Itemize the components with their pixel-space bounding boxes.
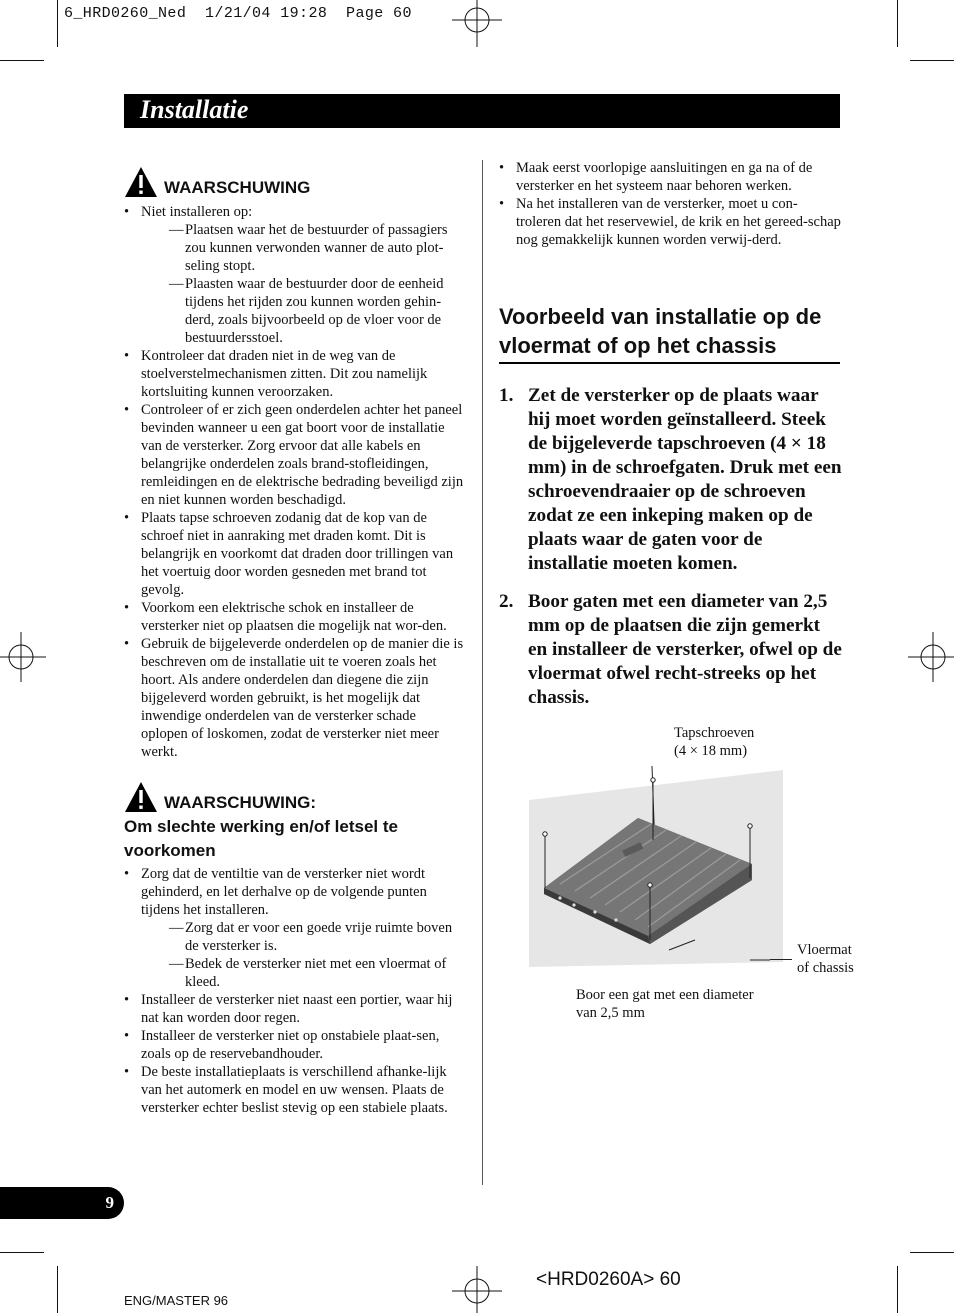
steps-list — [499, 384, 844, 724]
list-item: • Na het installeren van de versterker, moet u con-troleren dat het reservewiel, de krik en het gereed-schap nog gemakkelijk kunnen worden verwij-derd. — [499, 195, 841, 249]
warning-list — [124, 865, 466, 1117]
list-item: • Installeer de versterker niet op onstabiele plaat-sen, zoals op de reservebandhouder. — [124, 1027, 466, 1063]
warning-triangle-icon — [124, 781, 158, 813]
page-number: 9 — [105, 1193, 114, 1212]
registration-mark-left — [0, 632, 46, 682]
section-heading: Voorbeeld van installatie op de vloermat of op het chassis — [499, 304, 822, 358]
warning-triangle-icon — [124, 166, 158, 198]
registration-mark-bottom — [452, 1266, 502, 1313]
section-title: Installatie — [140, 95, 249, 124]
list-item: • Plaats tapse schroeven zodanig dat de kop van de schroef niet in aanraking met draden komt. Dit is belangrijk en voorkomt dat draden door trillingen van het voertuig door worden gesneden met brand tot gevolg. — [124, 509, 466, 599]
warning-subtitle: Om slechte werking en/of letsel te voorkomen — [124, 817, 398, 860]
left-column — [124, 164, 466, 1117]
list-item: • Gebruik de bijgeleverde onderdelen op de manier die is beschreven om de installatie uit te voeren zoals het hoort. Als andere onderdelen dan diegene die zijn bijgeleverd worden gebruikt, is het mogelijk dat inwendige onderdelen van de versterker schade oplopen of loskomen, zodat de versterker niet meer werkt. — [124, 635, 466, 761]
floor-leader-line — [770, 959, 792, 960]
list-item: • Niet installeren op: — Plaatsen waar het de bestuurder of passagiers zou kunnen verwonden wanner de auto plot-seling stopt. — Plaasten waar de bestuurder door de eenheid tijdens het rijden zou kunnen worden gehin-derd, zoals bijvoorbeeld op de vloer voor de bestuurdersstoel. — [124, 203, 466, 347]
registration-mark-top — [452, 0, 502, 47]
warning-label: WAARSCHUWING: — [164, 793, 317, 812]
figure-label-drill: Boor een gat met een diameter van 2,5 mm — [576, 987, 754, 1021]
heading-rule — [499, 362, 840, 364]
list-item: • Maak eerst voorlopige aansluitingen en ga na of de versterker en het systeem naar behoren werken. — [499, 159, 841, 195]
footer-code: <HRD0260A> 60 — [536, 1269, 681, 1290]
list-item: • Voorkom een elektrische schok en installeer de versterker niet op plaatsen die mogelijk nat wor-den. — [124, 599, 466, 635]
column-divider — [482, 160, 483, 1185]
figure-label-floor: Vloermat of chassis — [797, 942, 854, 976]
list-item: • Installeer de versterker niet naast een portier, waar hij nat kan worden door regen. — [124, 991, 466, 1027]
sub-item: — Zorg dat er voor een goede vrije ruimte boven de versterker is. — [169, 920, 453, 954]
print-slug: 6_HRD0260_Ned 1/21/04 19:28 Page 60 — [64, 5, 412, 22]
sub-item: — Bedek de versterker niet met een vloermat of kleed. — [169, 956, 447, 990]
section-title-bar — [124, 94, 840, 128]
list-item: • De beste installatieplaats is verschillend afhanke-lijk van het automerk en model en uw wensen. Plaats de versterker echter beslist stevig op een stabiele plaats. — [124, 1063, 466, 1117]
list-item: • Controleer of er zich geen onderdelen achter het paneel bevinden wanneer u een gat boort voor de installatie van de versterker. Zorg ervoor dat alle kabels en belangrijke onderdelen zoals brand-stofleidingen, remleidingen en de elektrische bedrading beveiligd zijn en niet kunnen worden beschadigd. — [124, 401, 466, 509]
sub-item: — Plaasten waar de bestuurder door de eenheid tijdens het rijden zou kunnen worden gehin-derd, zoals bijvoorbeeld op de vloer voor de bestuurdersstoel. — [169, 276, 444, 346]
warning-label: WAARSCHUWING — [164, 178, 311, 197]
sub-item: — Plaatsen waar het de bestuurder of passagiers zou kunnen verwonden wanner de auto plot-seling stopt. — [169, 222, 448, 274]
page-number-tab — [0, 1187, 124, 1219]
registration-mark-right — [908, 632, 954, 682]
right-bullet-list — [499, 159, 841, 249]
step-item: 1. Zet de versterker op de plaats waar hij moet worden geïnstalleerd. Steek de bijgeleverde tapschroeven (4 × 18 mm) in de schroefgaten. Druk met een schroevendraaier op de schroeven zodat ze een inkeping maken op de plaats waar de gaten voor de installatie moeten komen. — [499, 385, 842, 574]
warning-heading — [124, 164, 466, 198]
figure-label-screws: Tapschroeven (4 × 18 mm) — [674, 725, 755, 759]
step-item: 2. Boor gaten met een diameter van 2,5 mm op de plaatsen die zijn gemerkt en installeer de versterker, ofwel op de vloermat ofwel recht-streeks op het chassis. — [499, 591, 842, 708]
footer-master: ENG/MASTER 96 — [124, 1293, 229, 1308]
list-item: • Kontroleer dat draden niet in de weg van de stoelverstelmechanismen zitten. Dit zou namelijk kortsluiting kunnen veroorzaken. — [124, 347, 466, 401]
warning-list — [124, 203, 466, 761]
amplifier-installation-illustration — [520, 760, 790, 970]
warning-heading — [124, 779, 466, 813]
list-item: • Zorg dat de ventiltie van de versterker niet wordt gehinderd, en let derhalve op de volgende punten tijdens het installeren. — Zorg dat er voor een goede vrije ruimte boven de versterker is. — Bedek de versterker niet met een vloermat of kleed. — [124, 865, 466, 991]
